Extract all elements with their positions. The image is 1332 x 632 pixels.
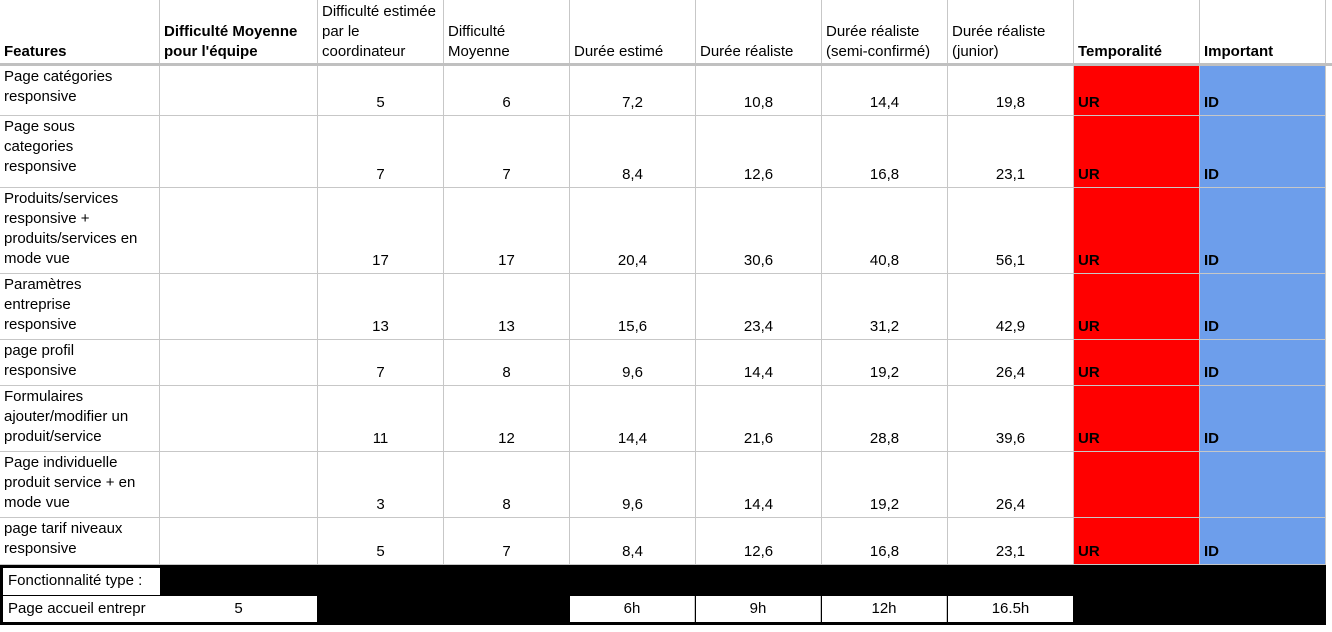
value: ID [1204, 543, 1219, 560]
value: 12,6 [743, 166, 774, 183]
value: ID [1204, 252, 1219, 269]
header-est-duration-label: Durée estimé [574, 43, 664, 60]
real-semi-cell[interactable] [822, 66, 948, 116]
real-semi-cell[interactable] [822, 274, 948, 340]
real-duration-cell[interactable] [696, 274, 822, 340]
feature-cell[interactable]: Page individuelle produit service + en mode vue [0, 452, 160, 518]
temporality-cell[interactable] [1074, 188, 1200, 274]
value: 39,6 [995, 430, 1026, 447]
temporality-cell[interactable] [1074, 518, 1200, 565]
header-overflow [1326, 0, 1332, 66]
value: 40,8 [869, 252, 900, 269]
value: 16,8 [869, 166, 900, 183]
footer-home-semi[interactable] [822, 596, 947, 622]
header-real-semi[interactable] [822, 0, 948, 66]
value: 14,4 [743, 496, 774, 513]
coord-difficulty-cell[interactable] [318, 340, 444, 386]
value: ID [1204, 430, 1219, 447]
est-duration-cell[interactable] [570, 340, 696, 386]
feature-cell[interactable]: page profil responsive [0, 340, 160, 386]
est-duration-cell[interactable] [570, 188, 696, 274]
temporality-cell[interactable] [1074, 66, 1200, 116]
avg-difficulty-cell[interactable] [444, 452, 570, 518]
value: 31,2 [869, 318, 900, 335]
est-duration-cell[interactable] [570, 274, 696, 340]
temporality-cell[interactable] [1074, 340, 1200, 386]
real-junior-cell[interactable] [948, 452, 1074, 518]
value: 6 [502, 94, 511, 111]
real-duration-cell[interactable] [696, 518, 822, 565]
value: UR [1078, 364, 1100, 381]
value: ID [1204, 364, 1219, 381]
real-semi-cell[interactable] [822, 116, 948, 188]
real-junior-cell[interactable] [948, 188, 1074, 274]
value: 11 [372, 430, 389, 447]
real-junior-cell[interactable] [948, 66, 1074, 116]
important-cell[interactable] [1200, 518, 1326, 565]
est-duration-cell[interactable] [570, 452, 696, 518]
value: 19,2 [869, 496, 900, 513]
value: 12 [498, 430, 515, 447]
value: 8,4 [622, 166, 643, 183]
important-cell[interactable] [1200, 386, 1326, 452]
avg-difficulty-cell[interactable] [444, 116, 570, 188]
avg-difficulty-cell[interactable] [444, 274, 570, 340]
real-duration-cell[interactable] [696, 452, 822, 518]
value: 14,4 [869, 94, 900, 111]
important-cell[interactable] [1200, 274, 1326, 340]
coord-difficulty-cell[interactable] [318, 386, 444, 452]
real-duration-cell[interactable] [696, 116, 822, 188]
team-difficulty-cell[interactable] [160, 452, 318, 518]
temporality-cell[interactable] [1074, 116, 1200, 188]
value: 42,9 [995, 318, 1026, 335]
value: 19,2 [869, 364, 900, 381]
coord-difficulty-cell[interactable] [318, 188, 444, 274]
temporality-cell[interactable] [1074, 452, 1200, 518]
header-separator [0, 63, 1332, 66]
important-cell[interactable] [1200, 188, 1326, 274]
coord-difficulty-cell[interactable] [318, 116, 444, 188]
header-real-junior-label: Durée réaliste (junior) [952, 23, 1046, 60]
team-difficulty-cell[interactable] [160, 386, 318, 452]
real-duration-cell[interactable] [696, 66, 822, 116]
avg-difficulty-cell[interactable] [444, 518, 570, 565]
value: 5 [376, 94, 385, 111]
real-semi-cell[interactable] [822, 386, 948, 452]
value: ID [1204, 94, 1219, 111]
footer-home-est[interactable] [570, 596, 695, 622]
team-difficulty-cell[interactable] [160, 340, 318, 386]
value: 7 [376, 166, 385, 183]
real-junior-cell[interactable] [948, 116, 1074, 188]
value: 5 [376, 543, 385, 560]
header-real-junior[interactable] [948, 0, 1074, 66]
footer-home-difficulty[interactable] [160, 596, 317, 622]
feature-cell[interactable]: Paramètres entreprise responsive [0, 274, 160, 340]
header-coord-difficulty-label: Difficulté estimée par le coordinateur [322, 3, 436, 60]
value: 23,1 [995, 166, 1026, 183]
real-junior-cell[interactable] [948, 340, 1074, 386]
est-duration-cell[interactable] [570, 386, 696, 452]
real-semi-cell[interactable] [822, 188, 948, 274]
header-est-duration[interactable] [570, 0, 696, 66]
value: 17 [372, 252, 389, 269]
value: 7 [502, 166, 511, 183]
value: 21,6 [743, 430, 774, 447]
est-duration-cell[interactable] [570, 116, 696, 188]
footer-type-label[interactable] [3, 568, 160, 595]
value: 28,8 [869, 430, 900, 447]
header-features-label: Features [4, 43, 67, 60]
value: 16,8 [869, 543, 900, 560]
est-duration-cell[interactable] [570, 66, 696, 116]
real-duration-cell[interactable] [696, 188, 822, 274]
value: 9,6 [622, 496, 643, 513]
temporality-cell[interactable] [1074, 274, 1200, 340]
feature-cell[interactable]: Page sous categories responsive [0, 116, 160, 188]
avg-difficulty-cell[interactable] [444, 66, 570, 116]
value: 26,4 [995, 496, 1026, 513]
value: 5 [234, 600, 243, 617]
value: 13 [372, 318, 389, 335]
important-cell[interactable] [1200, 66, 1326, 116]
team-difficulty-cell[interactable] [160, 188, 318, 274]
footer-type-label-text: Fonctionnalité type : [8, 572, 143, 589]
temporality-cell[interactable] [1074, 386, 1200, 452]
value: UR [1078, 166, 1100, 183]
header-real-duration-label: Durée réaliste [700, 43, 794, 60]
footer-home-label-text: Page accueil entrepr [8, 600, 146, 617]
team-difficulty-cell[interactable] [160, 518, 318, 565]
important-cell[interactable] [1200, 340, 1326, 386]
team-difficulty-cell[interactable] [160, 116, 318, 188]
header-avg-difficulty[interactable] [444, 0, 570, 66]
real-semi-cell[interactable] [822, 452, 948, 518]
value: ID [1204, 166, 1219, 183]
important-cell[interactable] [1200, 452, 1326, 518]
value: 13 [498, 318, 515, 335]
coord-difficulty-cell[interactable] [318, 66, 444, 116]
header-temporality-label: Temporalité [1078, 43, 1162, 60]
value: 10,8 [743, 94, 774, 111]
real-duration-cell[interactable] [696, 340, 822, 386]
value: 9,6 [622, 364, 643, 381]
value: 7,2 [622, 94, 643, 111]
team-difficulty-cell[interactable] [160, 66, 318, 116]
real-junior-cell[interactable] [948, 386, 1074, 452]
header-team-difficulty[interactable] [160, 0, 318, 66]
header-coord-difficulty[interactable] [318, 0, 444, 66]
real-semi-cell[interactable] [822, 518, 948, 565]
team-difficulty-cell[interactable] [160, 274, 318, 340]
value: ID [1204, 318, 1219, 335]
footer-home-real[interactable] [696, 596, 821, 622]
feature-cell[interactable]: Page catégories responsive [0, 66, 160, 116]
value: 19,8 [995, 94, 1026, 111]
header-team-difficulty-label: Difficulté Moyenne pour l'équipe [164, 23, 298, 60]
value: UR [1078, 430, 1100, 447]
real-semi-cell[interactable] [822, 340, 948, 386]
value: 30,6 [743, 252, 774, 269]
header-features[interactable] [0, 0, 160, 66]
header-real-semi-label: Durée réaliste (semi-confirmé) [826, 23, 931, 60]
value: UR [1078, 252, 1100, 269]
value: 16.5h [991, 600, 1030, 617]
real-duration-cell[interactable] [696, 386, 822, 452]
value: 23,1 [995, 543, 1026, 560]
feature-cell[interactable]: Formulaires ajouter/modifier un produit/service [0, 386, 160, 452]
avg-difficulty-cell[interactable] [444, 188, 570, 274]
real-junior-cell[interactable] [948, 518, 1074, 565]
value: 7 [376, 364, 385, 381]
value: 23,4 [743, 318, 774, 335]
avg-difficulty-cell[interactable] [444, 386, 570, 452]
value: 8 [502, 496, 511, 513]
value: 14,4 [617, 430, 648, 447]
value: UR [1078, 94, 1100, 111]
value: 12,6 [743, 543, 774, 560]
value: UR [1078, 318, 1100, 335]
real-junior-cell[interactable] [948, 274, 1074, 340]
value: 15,6 [617, 318, 648, 335]
coord-difficulty-cell[interactable] [318, 274, 444, 340]
header-avg-difficulty-label: Difficulté Moyenne [448, 23, 510, 60]
value: 8 [502, 364, 511, 381]
value: 12h [871, 600, 897, 617]
value: 26,4 [995, 364, 1026, 381]
value: 20,4 [617, 252, 648, 269]
value: 8,4 [622, 543, 643, 560]
value: 17 [498, 252, 515, 269]
footer-home-junior[interactable] [948, 596, 1073, 622]
value: 9h [749, 600, 767, 617]
avg-difficulty-cell[interactable] [444, 340, 570, 386]
value: 56,1 [995, 252, 1026, 269]
coord-difficulty-cell[interactable] [318, 518, 444, 565]
important-cell[interactable] [1200, 116, 1326, 188]
header-important[interactable] [1200, 0, 1326, 66]
value: UR [1078, 543, 1100, 560]
header-real-duration[interactable] [696, 0, 822, 66]
feature-cell[interactable]: Produits/services responsive + produits/services en mode vue [0, 188, 160, 274]
value: 6h [623, 600, 641, 617]
value: 7 [502, 543, 511, 560]
value: 14,4 [743, 364, 774, 381]
est-duration-cell[interactable] [570, 518, 696, 565]
footer-home-label[interactable] [3, 596, 160, 622]
value: 3 [376, 496, 385, 513]
coord-difficulty-cell[interactable] [318, 452, 444, 518]
feature-cell[interactable]: page tarif niveaux responsive [0, 518, 160, 565]
header-important-label: Important [1204, 43, 1274, 60]
header-temporality[interactable] [1074, 0, 1200, 66]
